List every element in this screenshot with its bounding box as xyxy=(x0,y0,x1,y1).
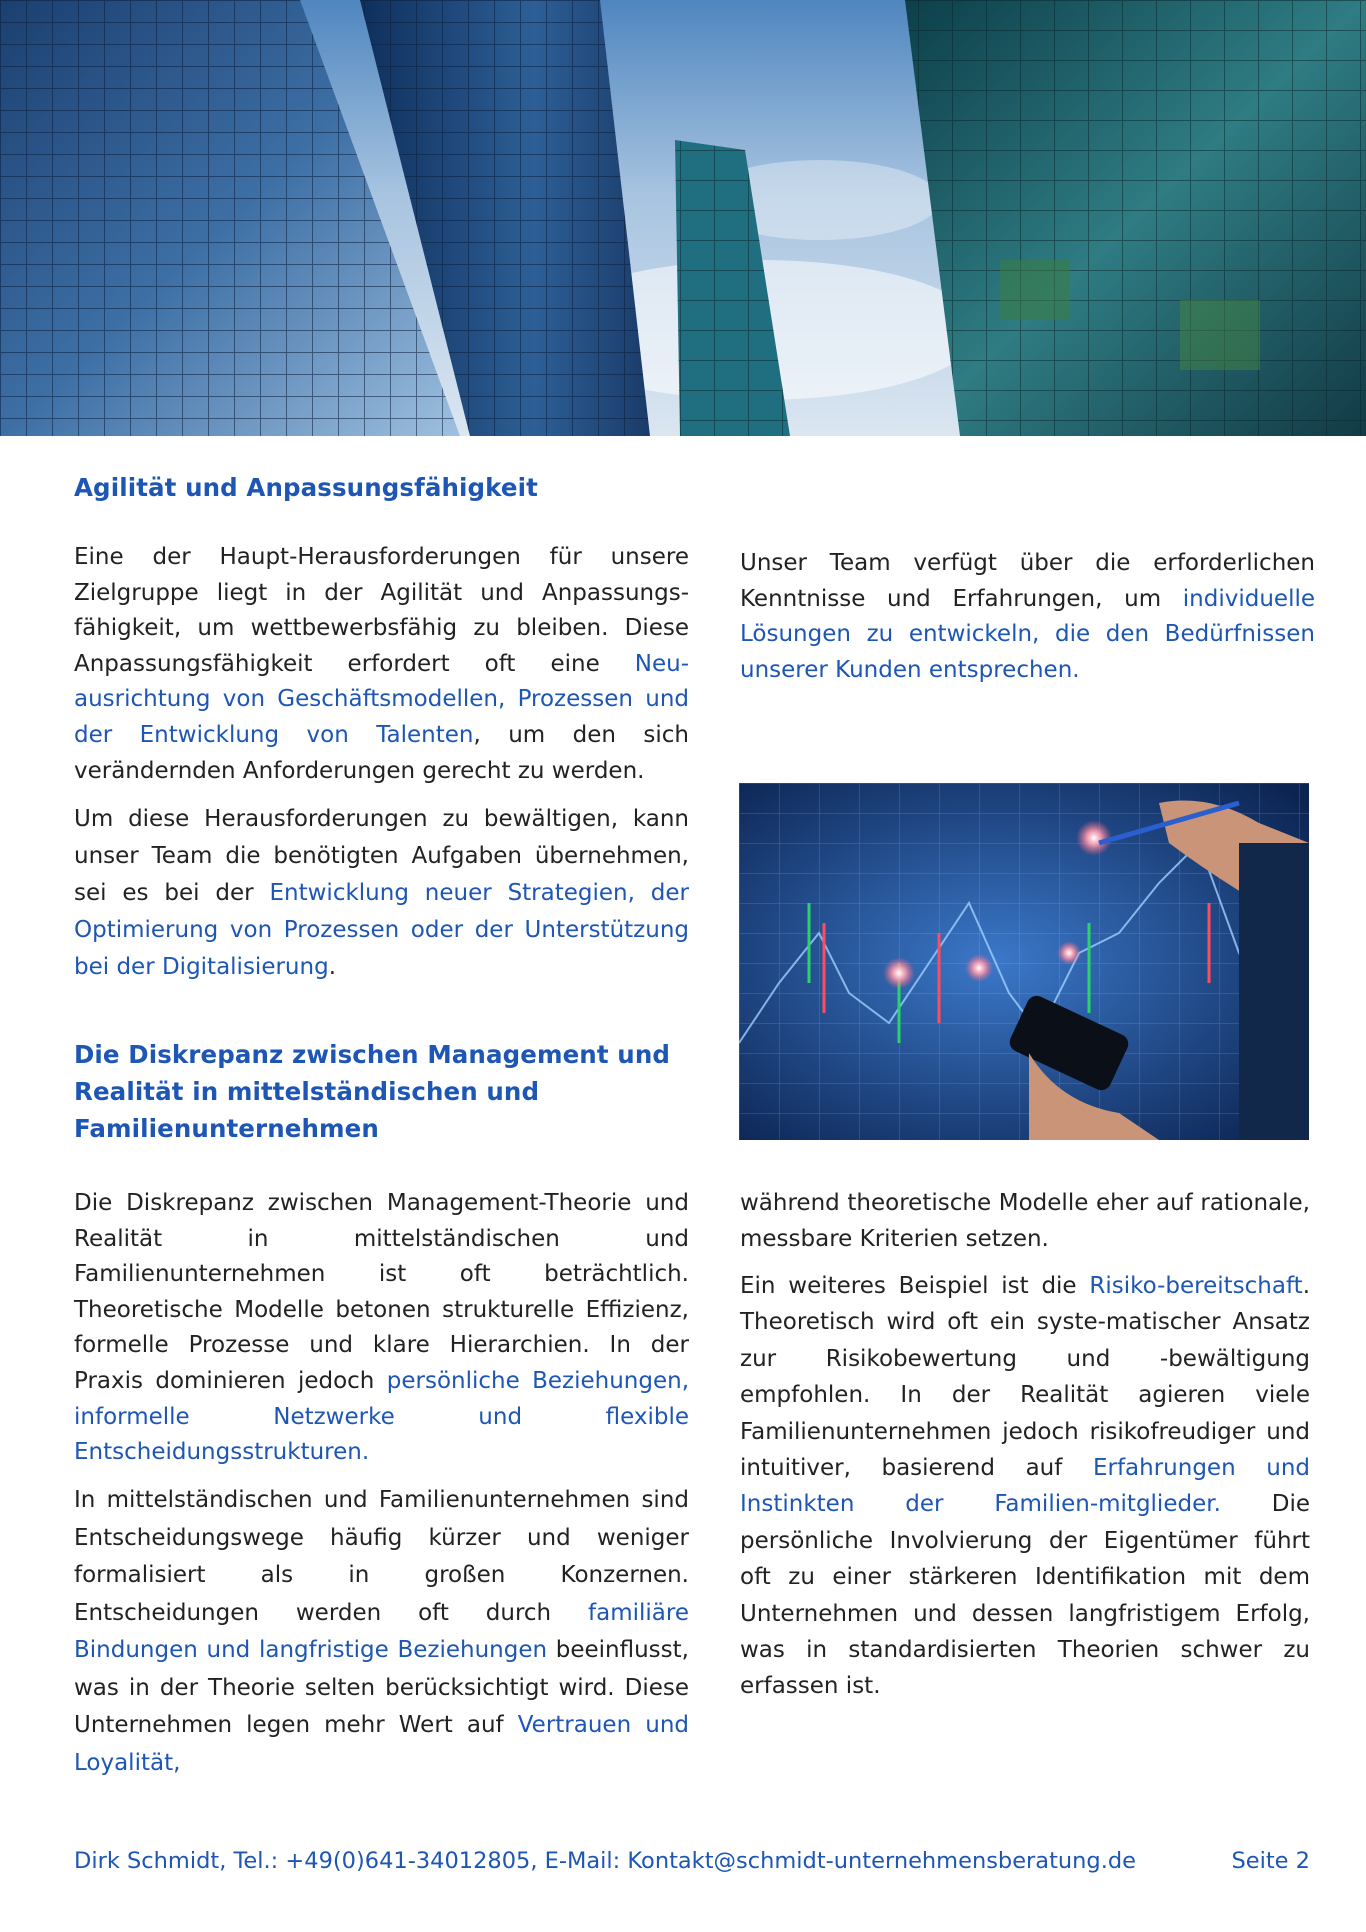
hero-skyscraper-photo xyxy=(0,0,1366,436)
paragraph-risk-appetite xyxy=(740,1268,1310,1705)
text: Ein weiteres Beispiel ist die xyxy=(740,1273,1090,1299)
text: Um diese Herausforderungen zu bewältigen, kann unser Team die benötigten Aufgaben übernehmen, sei es bei der xyxy=(74,806,689,906)
paragraph-agility-challenge xyxy=(74,540,689,789)
highlight-risk: Risiko-bereitschaft xyxy=(1089,1273,1303,1299)
text: . Theoretisch wird oft ein syste-matischer Ansatz zur Risikobewertung und -bewältigung empfohlen. In der Realität agieren viele Familienunternehmen jedoch risikofreudiger und intuitiver, basierend auf xyxy=(740,1273,1310,1482)
highlight-trust-loyalty: Vertrauen und Loyalität, xyxy=(74,1712,689,1776)
paragraph-team-expertise xyxy=(740,546,1315,688)
paragraph-rational-criteria: während theoretische Modelle eher auf rationale, messbare Kriterien setzen. xyxy=(740,1190,1310,1252)
highlight-relationships: persönliche Beziehungen, informelle Netzwerke und flexible Entscheidungsstrukturen. xyxy=(74,1367,689,1466)
text: In mittelständischen und Familienunternehmen sind Entscheidungswege häufig kürzer und weniger formalisiert als in großen Konzernen. Entscheidungen werden oft durch xyxy=(74,1487,689,1626)
heading-management-reality-gap: Die Diskrepanz zwischen Management und Realität in mittelständischen und Familienunternehmen xyxy=(74,1040,671,1143)
financial-chart-illustration xyxy=(739,783,1309,1140)
text: Eine der Haupt-Herausforderungen für unsere Zielgruppe liegt in der Agilität und Anpassungs-fähigkeit, um wettbewerbsfähig zu bleiben. Diese Anpassungsfähigkeit erfordert oft eine xyxy=(74,544,689,677)
digital-chart-photo xyxy=(739,783,1309,1140)
paragraph-decision-paths xyxy=(74,1482,689,1782)
highlight-realignment: Neu-ausrichtung von Geschäftsmodellen, Prozessen und der Entwicklung von Talenten xyxy=(74,650,689,748)
page-number: Seite 2 xyxy=(1231,1848,1310,1874)
text: Unser Team verfügt über die erforderlichen Kenntnisse und Erfahrungen, um xyxy=(740,550,1315,612)
text: . xyxy=(328,954,336,980)
heading-agility: Agilität und Anpassungsfähigkeit xyxy=(74,473,538,502)
highlight-instincts: Erfahrungen und Instinkten der Familien-mitglieder. xyxy=(740,1455,1310,1518)
skyscraper-illustration xyxy=(0,0,1366,436)
highlight-strategies: Entwicklung neuer Strategien, der Optimierung von Prozessen oder der Unterstützung bei der Digitalisierung xyxy=(74,880,690,980)
text: beeinflusst, was in der Theorie selten berücksichtigt wird. Diese Unternehmen legen mehr Wert auf xyxy=(74,1637,689,1738)
text: , um den sich verändernden Anforderungen gerecht zu werden. xyxy=(74,721,689,784)
text: Die persönliche Involvierung der Eigentümer führt oft zu einer stärkeren Identifikation mit dem Unternehmen und dessen langfristigem Erfolg, was in standardisierten Theorien schwer zu erfassen ist. xyxy=(740,1491,1310,1700)
footer-contact: Dirk Schmidt, Tel.: +49(0)641-34012805, E-Mail: Kontakt@schmidt-unternehmensberatung.de xyxy=(74,1848,1136,1874)
page-footer xyxy=(74,1843,1310,1879)
highlight-solutions: individuelle Lösungen zu entwickeln, die den Bedürfnissen unserer Kunden entsprechen. xyxy=(740,585,1315,683)
paragraph-theory-vs-practice xyxy=(74,1186,689,1471)
highlight-family-bonds: familiäre Bindungen und langfristige Beziehungen xyxy=(74,1599,689,1663)
text: Die Diskrepanz zwischen Management-Theorie und Realität in mittelständischen und Familienunternehmen ist oft beträchtlich. Theoretische Modelle betonen strukturelle Effizienz, formelle Prozesse und klare Hierarchien. In der Praxis dominieren jedoch xyxy=(74,1190,689,1394)
paragraph-team-tasks xyxy=(74,801,689,986)
